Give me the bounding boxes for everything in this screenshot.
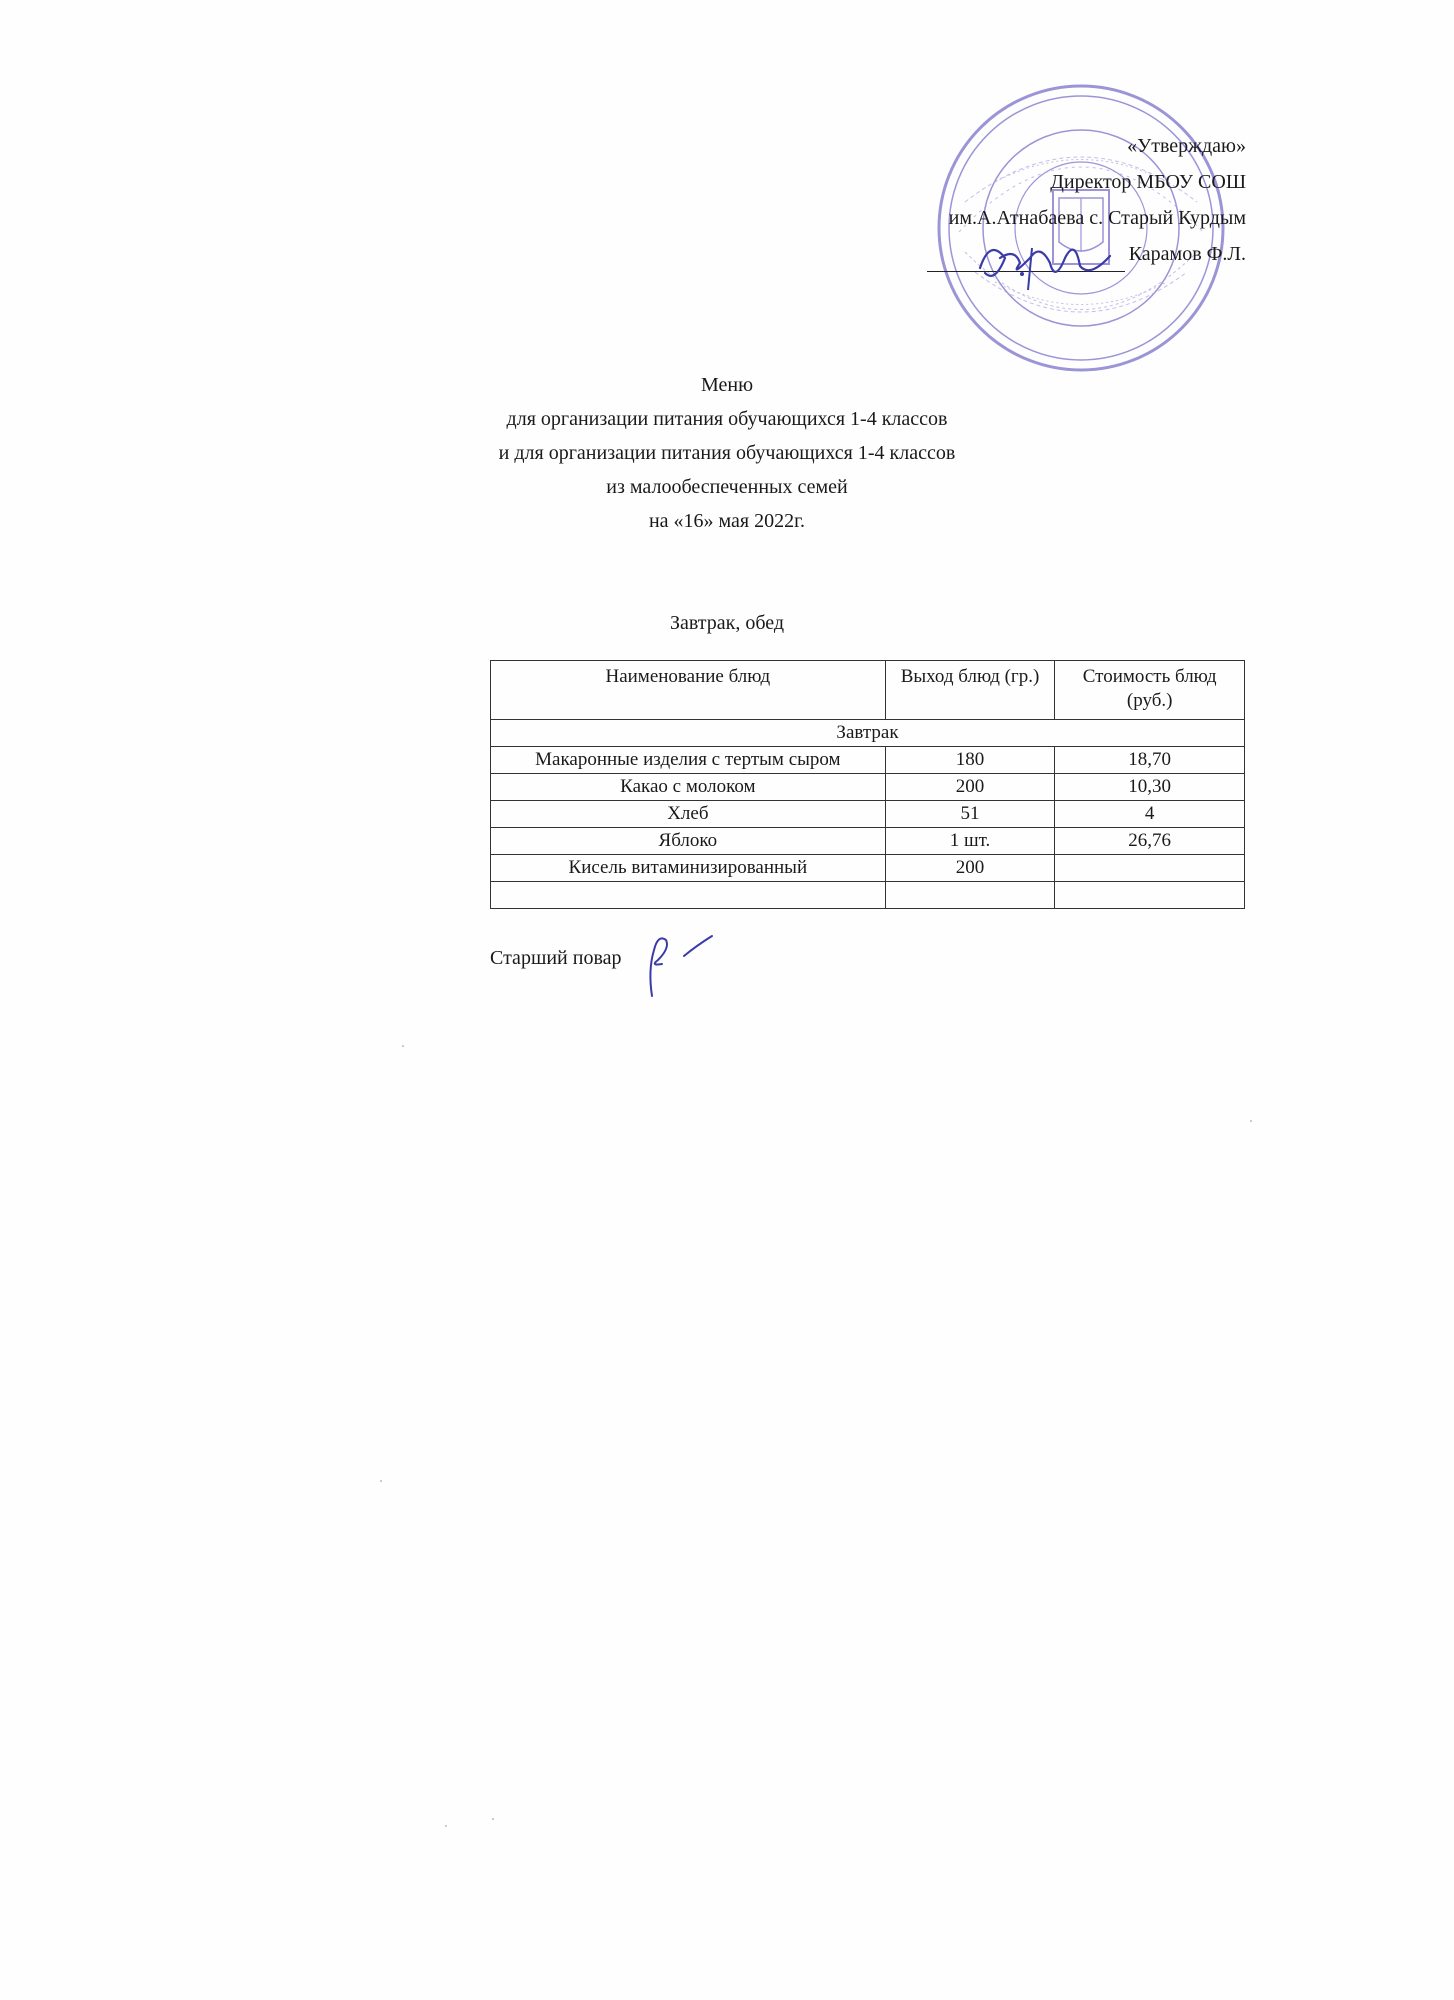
dish-cost: 4 bbox=[1055, 801, 1245, 828]
dish-cost bbox=[1055, 855, 1245, 882]
dish-name: Какао с молоком bbox=[491, 774, 886, 801]
section-row bbox=[491, 720, 1245, 747]
header-dish-output: Выход блюд (гр.) bbox=[885, 661, 1055, 720]
table-row bbox=[491, 774, 1245, 801]
dish-cost bbox=[1055, 882, 1245, 909]
header-dish-name: Наименование блюд bbox=[491, 661, 886, 720]
dish-name: Макаронные изделия с тертым сыром bbox=[491, 747, 886, 774]
title-line-2: для организации питания обучающихся 1-4 классов bbox=[506, 408, 948, 430]
table-row bbox=[491, 747, 1245, 774]
dish-name: Яблоко bbox=[491, 828, 886, 855]
table-header-row bbox=[491, 661, 1245, 720]
dish-cost: 18,70 bbox=[1055, 747, 1245, 774]
menu-title bbox=[0, 368, 1454, 538]
dish-output: 200 bbox=[885, 855, 1055, 882]
dish-cost: 10,30 bbox=[1055, 774, 1245, 801]
cook-signature bbox=[640, 930, 720, 1002]
senior-cook-label: Старший повар bbox=[490, 947, 622, 969]
title-line-3: и для организации питания обучающихся 1-4 классов bbox=[498, 442, 956, 464]
dish-output: 51 bbox=[885, 801, 1055, 828]
director-signature bbox=[970, 228, 1120, 298]
table-row bbox=[491, 801, 1245, 828]
dish-output bbox=[885, 882, 1055, 909]
dish-cost: 26,76 bbox=[1055, 828, 1245, 855]
title-date: на «16» мая 2022г. bbox=[648, 510, 806, 532]
title-line-1: Меню bbox=[700, 374, 754, 396]
dish-name bbox=[491, 882, 886, 909]
dish-name: Кисель витаминизированный bbox=[491, 855, 886, 882]
dish-output: 180 bbox=[885, 747, 1055, 774]
table-row bbox=[491, 882, 1245, 909]
dish-output: 200 bbox=[885, 774, 1055, 801]
section-breakfast: Завтрак bbox=[491, 720, 1245, 747]
approval-school: им.А.Атнабаева с. Старый Курдым bbox=[948, 207, 1246, 229]
approval-heading: «Утверждаю» bbox=[1127, 135, 1246, 157]
approval-director-name: Карамов Ф.Л. bbox=[1128, 243, 1246, 265]
approval-position: Директор МБОУ СОШ bbox=[1050, 171, 1246, 193]
dish-name: Хлеб bbox=[491, 801, 886, 828]
meal-subtitle: Завтрак, обед bbox=[669, 612, 785, 634]
dish-output: 1 шт. bbox=[885, 828, 1055, 855]
title-line-4: из малообеспеченных семей bbox=[606, 476, 848, 498]
table-row bbox=[491, 855, 1245, 882]
table-row bbox=[491, 828, 1245, 855]
header-dish-cost: Стоимость блюд (руб.) bbox=[1055, 661, 1245, 720]
menu-table bbox=[490, 660, 1245, 909]
